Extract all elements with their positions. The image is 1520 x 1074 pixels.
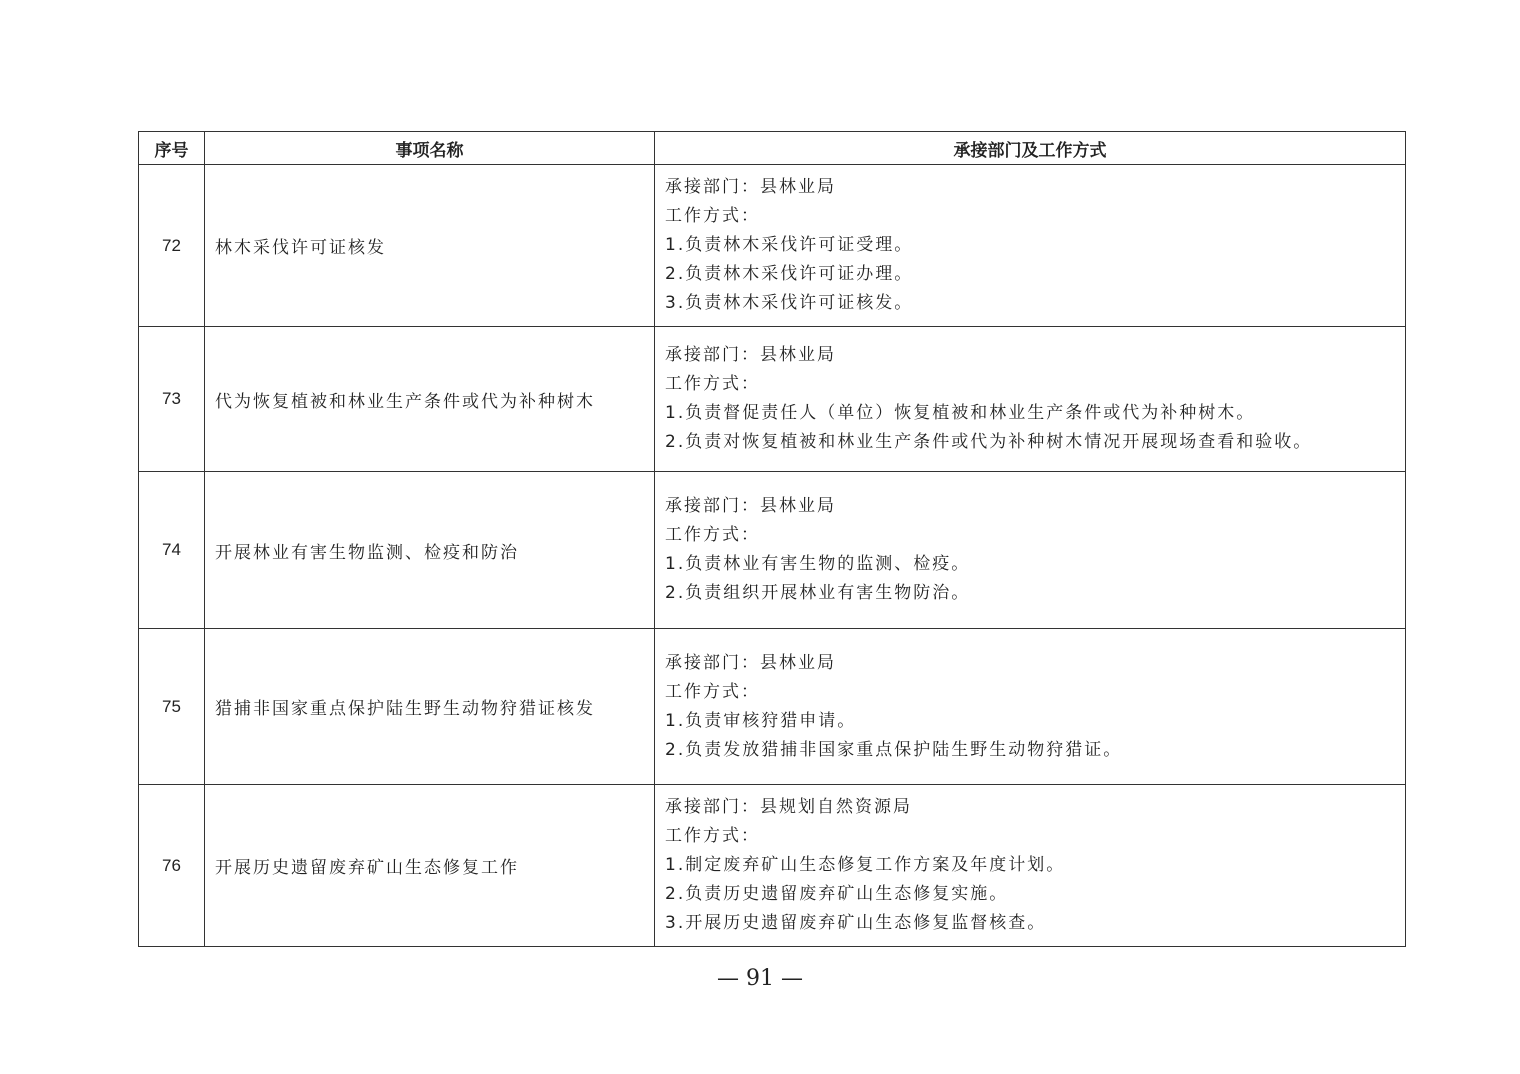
row-department-method — [655, 629, 1406, 785]
department-line: 承接部门：县林业局 — [665, 496, 836, 516]
table-row — [139, 785, 1406, 947]
method-step: 2.负责对恢复植被和林业生产条件或代为补种树木情况开展现场查看和验收。 — [665, 432, 1313, 452]
method-step: 1.负责林木采伐许可证受理。 — [665, 235, 914, 255]
items-table — [138, 131, 1406, 947]
row-item-name: 代为恢复植被和林业生产条件或代为补种树木 — [205, 327, 655, 472]
header-department-method: 承接部门及工作方式 — [655, 132, 1406, 165]
row-number: 72 — [139, 165, 205, 327]
table-row — [139, 629, 1406, 785]
method-step: 3.负责林木采伐许可证核发。 — [665, 293, 914, 313]
method-step: 2.负责发放猎捕非国家重点保护陆生野生动物狩猎证。 — [665, 739, 1123, 760]
header-number: 序号 — [139, 132, 205, 165]
row-item-name: 开展历史遗留废弃矿山生态修复工作 — [205, 785, 655, 947]
method-step: 1.负责督促责任人（单位）恢复植被和林业生产条件或代为补种树木。 — [665, 403, 1256, 423]
row-number: 76 — [139, 785, 205, 947]
method-label: 工作方式： — [665, 525, 760, 545]
method-label: 工作方式： — [665, 374, 760, 394]
row-department-method — [655, 785, 1406, 947]
row-number: 73 — [139, 327, 205, 472]
department-line: 承接部门：县林业局 — [665, 652, 836, 673]
method-step: 3.开展历史遗留废弃矿山生态修复监督核查。 — [665, 913, 1047, 933]
method-step: 2.负责组织开展林业有害生物防治。 — [665, 583, 971, 603]
table-row — [139, 327, 1406, 472]
table-row — [139, 472, 1406, 629]
table-header-row — [139, 132, 1406, 165]
method-step: 2.负责林木采伐许可证办理。 — [665, 264, 914, 284]
row-department-method — [655, 165, 1406, 327]
method-step: 1.负责林业有害生物的监测、检疫。 — [665, 554, 971, 574]
method-step: 1.制定废弃矿山生态修复工作方案及年度计划。 — [665, 855, 1066, 875]
row-item-name: 林木采伐许可证核发 — [205, 165, 655, 327]
method-step: 1.负责审核狩猎申请。 — [665, 710, 857, 731]
row-item-name: 开展林业有害生物监测、检疫和防治 — [205, 472, 655, 629]
department-line: 承接部门：县规划自然资源局 — [665, 797, 912, 817]
row-department-method — [655, 472, 1406, 629]
department-line: 承接部门：县林业局 — [665, 345, 836, 365]
method-label: 工作方式： — [665, 826, 760, 846]
method-label: 工作方式： — [665, 681, 760, 702]
method-step: 2.负责历史遗留废弃矿山生态修复实施。 — [665, 884, 1009, 904]
row-department-method — [655, 327, 1406, 472]
row-number: 75 — [139, 629, 205, 785]
department-line: 承接部门：县林业局 — [665, 177, 836, 197]
page-number: — 91 — — [717, 966, 803, 991]
row-item-name: 猎捕非国家重点保护陆生野生动物狩猎证核发 — [205, 629, 655, 785]
method-label: 工作方式： — [665, 206, 760, 226]
header-item-name: 事项名称 — [205, 132, 655, 165]
table-row — [139, 165, 1406, 327]
row-number: 74 — [139, 472, 205, 629]
